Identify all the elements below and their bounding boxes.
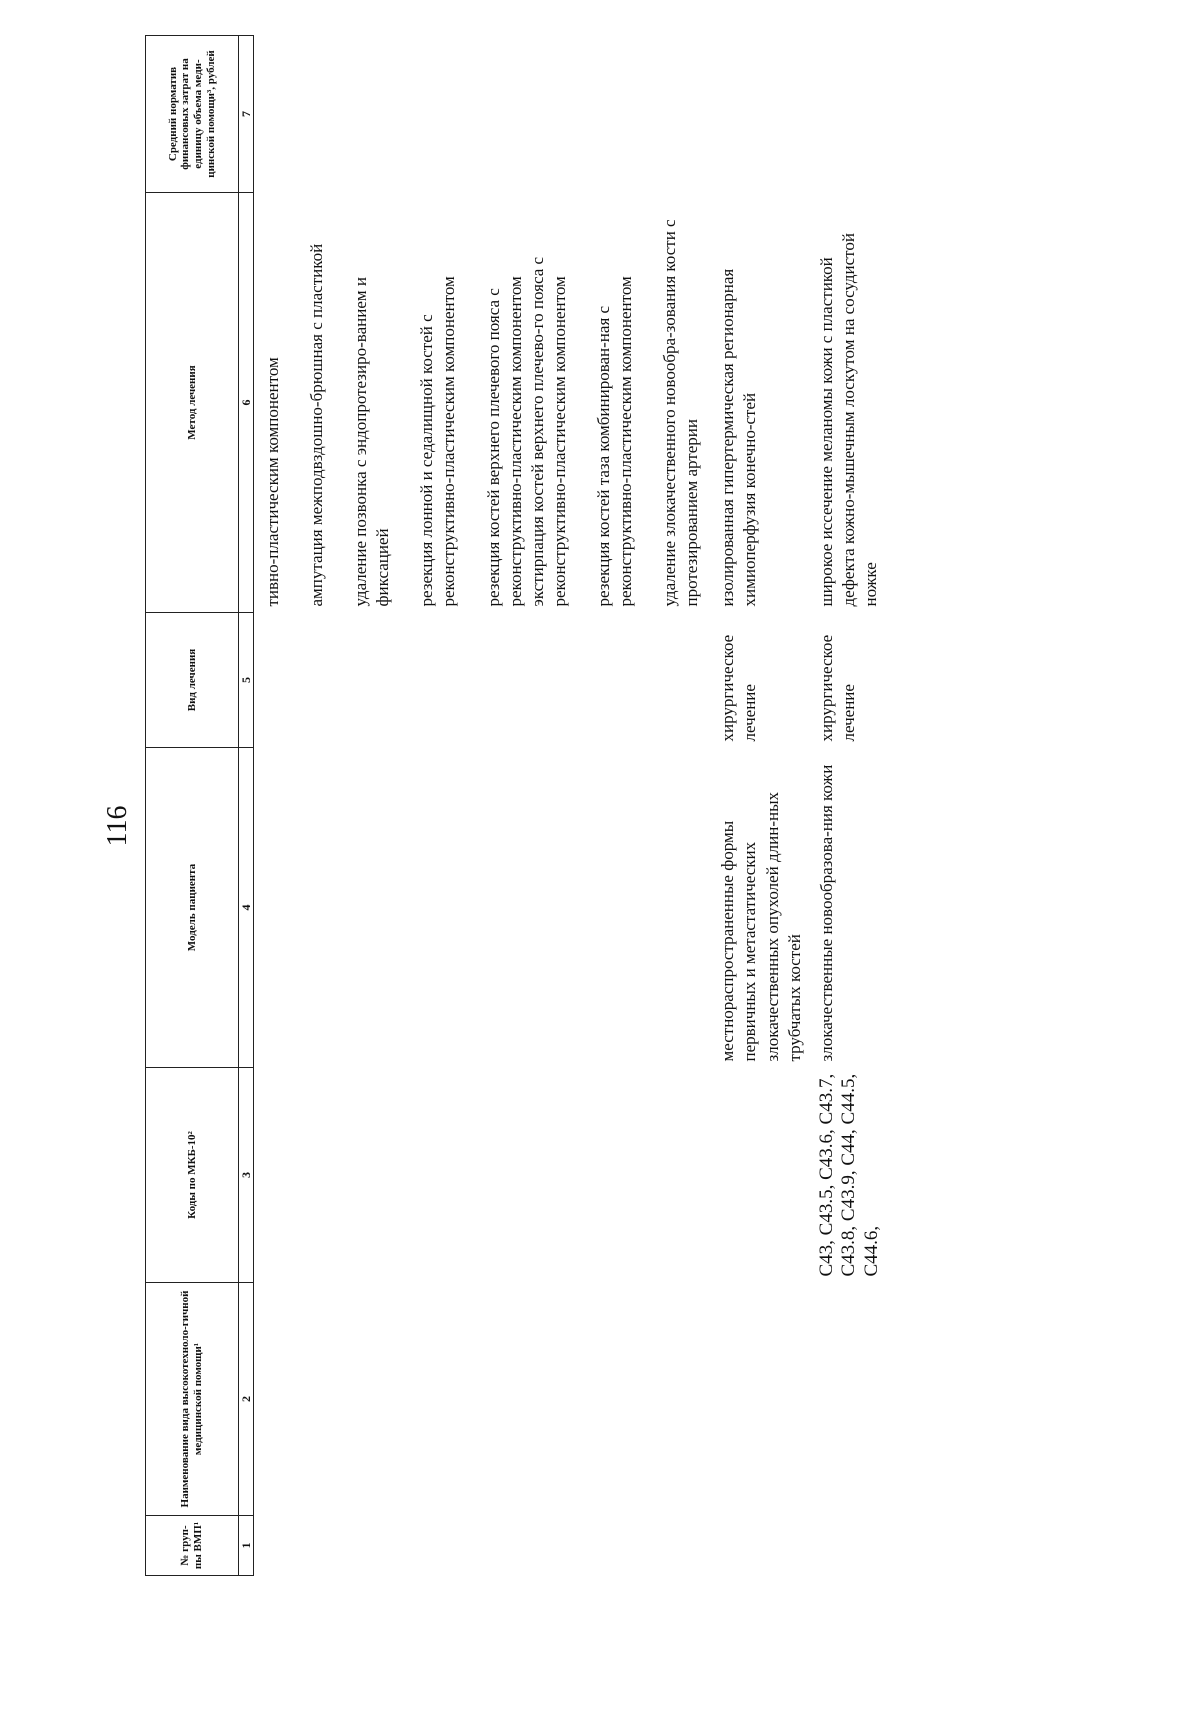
- cell-treatment-type: [254, 613, 710, 748]
- method-item: изолированная гипертермическая регионарная химиоперфузия конечно-стей: [718, 268, 760, 607]
- method-item: тивно-пластическим компонентом: [263, 357, 282, 607]
- header-row: [146, 36, 239, 1576]
- column-number-row: [239, 36, 254, 1576]
- cell-methods: [808, 193, 888, 613]
- method-item: резекция костей таза комбинирован-ная с реконструктивно-пластическим компонентом: [593, 276, 636, 607]
- column-number: 1: [239, 1516, 254, 1576]
- column-number: 4: [239, 748, 254, 1068]
- table-row: [808, 36, 888, 1576]
- cell-treatment-type: хирургическое лечение: [718, 634, 760, 742]
- cell-methods: [709, 193, 807, 613]
- cell-name: [254, 1283, 710, 1516]
- method-item: широкое иссечение меланомы кожи с пластикой дефекта кожно-мышечным лоскутом на сосудистой ножке: [816, 233, 880, 607]
- cell-model: злокачественные новообразова-ния кожи: [816, 764, 836, 1062]
- cell-name: [808, 1283, 888, 1516]
- rotated-table-container: [145, 36, 1070, 1576]
- vmp-table: [145, 35, 888, 1576]
- cell-model: [254, 748, 710, 1068]
- header-treatment-type: Вид лечения: [146, 613, 239, 748]
- cell-methods: [254, 193, 710, 613]
- cell-group: [709, 1516, 807, 1576]
- cell-codes: [709, 1068, 807, 1283]
- cell-cost: [254, 36, 710, 193]
- column-number: 2: [239, 1283, 254, 1516]
- cell-model: местнораспространенные формы первичных и метастатических злокачественных опухолей длин-ных трубчатых костей: [718, 791, 804, 1062]
- cell-codes: [254, 1068, 710, 1283]
- method-item: удаление позвонка с эндопротезиро-ванием и фиксацией: [351, 277, 393, 607]
- header-patient-model: Модель пациента: [146, 748, 239, 1068]
- method-item: экстирпация костей верхнего плечево-го пояса с реконструктивно-пластическим компонентом: [527, 256, 569, 607]
- cell-treatment-type: хирургическое лечение: [816, 634, 858, 742]
- header-group-number: № груп-пы ВМП¹: [146, 1516, 239, 1576]
- cell-group: [254, 1516, 710, 1576]
- table-row: [709, 36, 807, 1576]
- table-row: [254, 36, 710, 1576]
- cell-name: [709, 1283, 807, 1516]
- column-number: 3: [239, 1068, 254, 1283]
- column-number: 7: [239, 36, 254, 193]
- column-number: 5: [239, 613, 254, 748]
- cell-codes: C43, C43.5, C43.6, C43.7, C43.8, C43.9, C44, C44.5, C44.6,: [815, 1073, 883, 1277]
- page-number: 116: [102, 805, 133, 847]
- header-vmp-name: Наименование вида высокотехноло-гичной медицинской помощи¹: [146, 1283, 239, 1516]
- cell-cost: [709, 36, 807, 193]
- header-treatment-method: Метод лечения: [146, 193, 239, 613]
- cell-group: [808, 1516, 888, 1576]
- method-item: резекция лонной и седалищной костей с реконструктивно-пластическим компонентом: [417, 276, 459, 607]
- cell-cost: [808, 36, 888, 193]
- method-item: резекция костей верхнего плечевого пояса с реконструктивно-пластическим компонентом: [483, 276, 525, 607]
- header-cost-standard: Средний норматив финансовых затрат на единицу объема меди-цинской помощи³, рублей: [146, 36, 239, 193]
- method-item: ампутация межподвздошно-брюшная с пластикой: [307, 243, 327, 607]
- method-item: удаление злокачественного новообра-зования кости с протезированием артерии: [660, 219, 702, 607]
- header-icd-codes: Коды по МКБ-10²: [146, 1068, 239, 1283]
- column-number: 6: [239, 193, 254, 613]
